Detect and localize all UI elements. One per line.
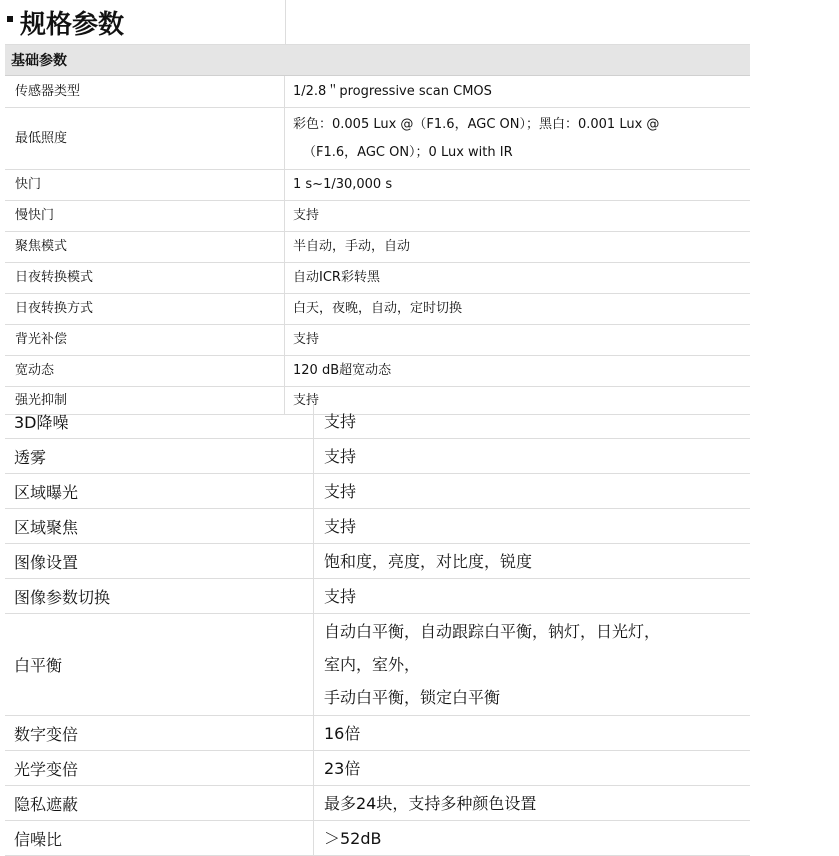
spec-label: 日夜转换模式 — [5, 263, 285, 293]
spec-value — [285, 170, 750, 200]
spec-row — [5, 509, 750, 544]
spec-value — [285, 232, 750, 262]
spec-value-line: 自动白平衡，自动跟踪白平衡，钠灯，日光灯， — [324, 622, 661, 641]
spec-row — [5, 579, 750, 614]
spec-row — [5, 76, 750, 108]
spec-label: 传感器类型 — [5, 76, 285, 107]
section-header-basic — [5, 45, 750, 76]
spec-value — [314, 751, 750, 785]
spec-value — [285, 294, 750, 324]
spec-label: 背光补偿 — [5, 325, 285, 355]
spec-value-line: 半自动，手动，自动 — [293, 239, 411, 254]
spec-value — [314, 509, 750, 543]
spec-value-line: 120 dB超宽动态 — [293, 363, 392, 378]
spec-label: 信噪比 — [5, 821, 314, 855]
spec-row — [5, 474, 750, 509]
spec-value — [314, 474, 750, 508]
spec-value-line: 支持 — [324, 516, 357, 536]
spec-row — [5, 716, 750, 751]
page-title: 规格参数 — [20, 9, 125, 40]
spec-label: 聚焦模式 — [5, 232, 285, 262]
spec-table-bottom — [5, 404, 750, 856]
spec-value-line: 支持 — [293, 208, 320, 223]
spec-row — [5, 201, 750, 232]
spec-value-line: （F1.6，AGC ON）；0 Lux with IR — [303, 144, 513, 160]
spec-label: 白平衡 — [5, 614, 314, 715]
spec-value-line: 1 s~1/30,000 s — [293, 177, 393, 192]
spec-value-line: 支持 — [293, 332, 320, 347]
spec-value-line: 室内，室外， — [324, 655, 421, 674]
spec-value — [314, 439, 750, 473]
spec-label: 强光抑制 — [5, 387, 285, 414]
spec-label: 日夜转换方式 — [5, 294, 285, 324]
spec-value — [285, 325, 750, 355]
spec-row — [5, 404, 750, 439]
spec-rows-top — [5, 76, 750, 415]
page-title-cell — [5, 0, 286, 44]
spec-row — [5, 786, 750, 821]
spec-value-line: ＞52dB — [324, 828, 382, 848]
spec-value-line: 支持 — [324, 586, 357, 606]
spec-value — [314, 544, 750, 578]
spec-value — [285, 263, 750, 293]
spec-label: 图像参数切换 — [5, 579, 314, 613]
spec-row — [5, 325, 750, 356]
spec-label: 宽动态 — [5, 356, 285, 386]
spec-label: 光学变倍 — [5, 751, 314, 785]
spec-label: 慢快门 — [5, 201, 285, 231]
spec-value-line: 白天，夜晚，自动，定时切换 — [293, 301, 463, 316]
spec-label: 隐私遮蔽 — [5, 786, 314, 820]
bullet-icon — [7, 16, 13, 22]
section-title: 基础参数 — [11, 53, 67, 69]
spec-value — [285, 76, 750, 107]
spec-label: 快门 — [5, 170, 285, 200]
spec-label: 数字变倍 — [5, 716, 314, 750]
spec-value-line: 支持 — [293, 392, 320, 408]
spec-table-top — [5, 0, 750, 415]
spec-row — [5, 263, 750, 294]
spec-row — [5, 170, 750, 201]
spec-row — [5, 821, 750, 856]
spec-value-line: 16倍 — [324, 723, 361, 743]
spec-value-line: 支持 — [324, 481, 357, 501]
spec-value — [314, 786, 750, 820]
spec-label: 图像设置 — [5, 544, 314, 578]
spec-value — [314, 404, 750, 438]
spec-value — [285, 201, 750, 231]
spec-value — [285, 108, 750, 169]
spec-value — [314, 614, 750, 715]
spec-value-line: 支持 — [324, 411, 357, 431]
spec-label: 透雾 — [5, 439, 314, 473]
spec-value — [314, 579, 750, 613]
spec-value — [314, 821, 750, 855]
spec-row — [5, 356, 750, 387]
spec-row — [5, 614, 750, 716]
spec-value-line: 手动白平衡，锁定白平衡 — [324, 688, 501, 707]
spec-value-line: 彩色：0.005 Lux @（F1.6，AGC ON）；黑白：0.001 Lux @ — [293, 116, 660, 132]
spec-row — [5, 751, 750, 786]
spec-row — [5, 439, 750, 474]
spec-value — [314, 716, 750, 750]
spec-label: 区域曝光 — [5, 474, 314, 508]
spec-row — [5, 294, 750, 325]
title-row — [5, 0, 750, 45]
spec-value-line: 23倍 — [324, 758, 361, 778]
spec-value-line: 饱和度，亮度，对比度，锐度 — [324, 551, 533, 571]
spec-label: 最低照度 — [5, 108, 285, 169]
spec-label: 区域聚焦 — [5, 509, 314, 543]
spec-value — [285, 356, 750, 386]
spec-label: 3D降噪 — [5, 404, 314, 438]
spec-row — [5, 544, 750, 579]
spec-value-line: 最多24块，支持多种颜色设置 — [324, 793, 537, 813]
spec-row — [5, 232, 750, 263]
spec-value-line: 支持 — [324, 446, 357, 466]
spec-value-line: 1/2.8＂progressive scan CMOS — [293, 83, 492, 99]
spec-value-line: 自动ICR彩转黑 — [293, 270, 380, 285]
spec-row — [5, 108, 750, 170]
spec-rows-bottom — [5, 404, 750, 856]
title-empty-cell — [286, 0, 750, 44]
